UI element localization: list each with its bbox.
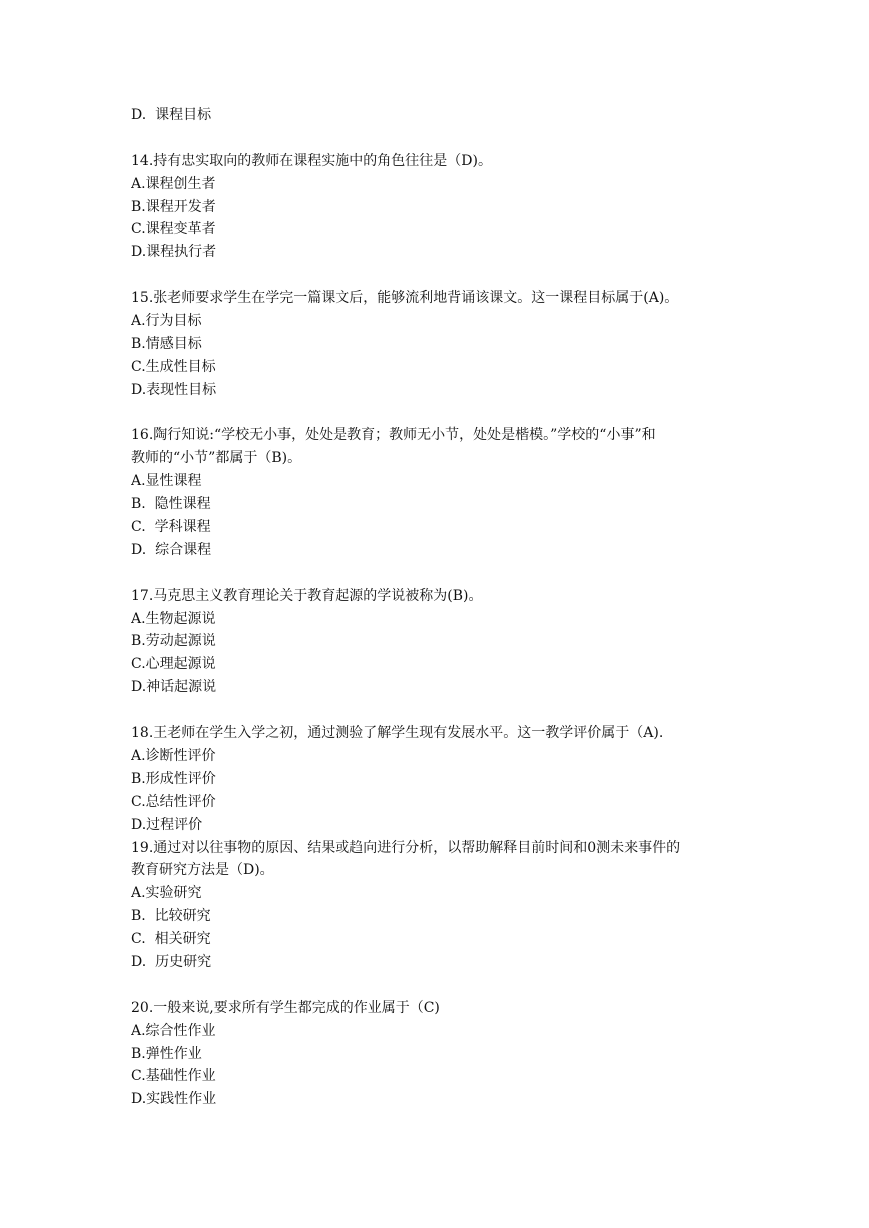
question-stem: 18.王老师在学生入学之初，通过测验了解学生现有发展水平。这一教学评价属于（A). xyxy=(131,725,664,742)
spacer xyxy=(131,699,809,722)
option-d: D.实践性作业 xyxy=(131,1091,217,1108)
question-stem-line-2: 教师的“小节”都属于（B)。 xyxy=(131,450,302,467)
option-a: A.综合性作业 xyxy=(131,1022,216,1039)
question-stem: 14.持有忠实取向的教师在课程实施中的角色往往是（D)。 xyxy=(131,152,492,169)
option-c: C. 学科课程 xyxy=(131,519,211,536)
spacer xyxy=(131,562,809,585)
option-a: A.诊断性评价 xyxy=(131,747,216,764)
option-d: D.表现性目标 xyxy=(131,381,217,398)
question-14 xyxy=(131,150,809,264)
option-b: B.劳动起源说 xyxy=(131,633,216,650)
question-15 xyxy=(131,287,809,401)
option-c: C.课程变革者 xyxy=(131,221,216,238)
question-20 xyxy=(131,997,809,1111)
question-19 xyxy=(131,837,809,974)
option-a: A.实验研究 xyxy=(131,885,202,902)
spacer xyxy=(131,264,809,287)
spacer xyxy=(131,127,809,150)
question-stem-line-2: 教育研究方法是（D)。 xyxy=(131,862,274,879)
option-d: D. 综合课程 xyxy=(131,541,212,558)
question-16 xyxy=(131,424,809,561)
option-a: A.显性课程 xyxy=(131,473,202,490)
option-c: C. 相关研究 xyxy=(131,931,211,948)
option-b: B.形成性评价 xyxy=(131,770,216,787)
option-b: B.情感目标 xyxy=(131,335,202,352)
question-stem: 15.张老师要求学生在学完一篇课文后，能够流利地背诵该课文。这一课程目标属于(A)。 xyxy=(131,290,679,307)
option-b: B.课程开发者 xyxy=(131,198,216,215)
option-c: C.总结性评价 xyxy=(131,793,216,810)
option-b: B. 比较研究 xyxy=(131,908,211,925)
option-b: B.弹性作业 xyxy=(131,1045,202,1062)
spacer xyxy=(131,974,809,997)
option-c: C.心理起源说 xyxy=(131,656,216,673)
option-d: D.课程执行者 xyxy=(131,244,217,261)
spacer xyxy=(131,402,809,425)
question-stem: 17.马克思主义教育理论关于教育起源的学说被称为(B)。 xyxy=(131,587,483,604)
option-a: A.课程创生者 xyxy=(131,175,216,192)
option-d-prev: D. 课程目标 xyxy=(131,107,212,123)
question-stem: 20.一般来说,要求所有学生都完成的作业属于（C) xyxy=(131,999,440,1016)
option-c: C.生成性目标 xyxy=(131,358,216,375)
option-d: D.神话起源说 xyxy=(131,679,217,696)
option-a: A.行为目标 xyxy=(131,313,202,330)
option-a: A.生物起源说 xyxy=(131,610,216,627)
question-17 xyxy=(131,585,809,699)
question-stem-line-1: 19.通过对以往事物的原因、结果或趋向进行分析，以帮助解释目前时间和0测未来事件的 xyxy=(131,839,681,856)
question-stem-line-1: 16.陶行知说:“学校无小事，处处是教育；教师无小节，处处是楷模。”学校的“小事”和 xyxy=(131,427,656,444)
option-d: D.过程评价 xyxy=(131,816,203,833)
option-c: C.基础性作业 xyxy=(131,1068,216,1085)
option-b: B. 隐性课程 xyxy=(131,496,211,513)
option-d: D. 历史研究 xyxy=(131,953,212,970)
question-18 xyxy=(131,722,809,836)
